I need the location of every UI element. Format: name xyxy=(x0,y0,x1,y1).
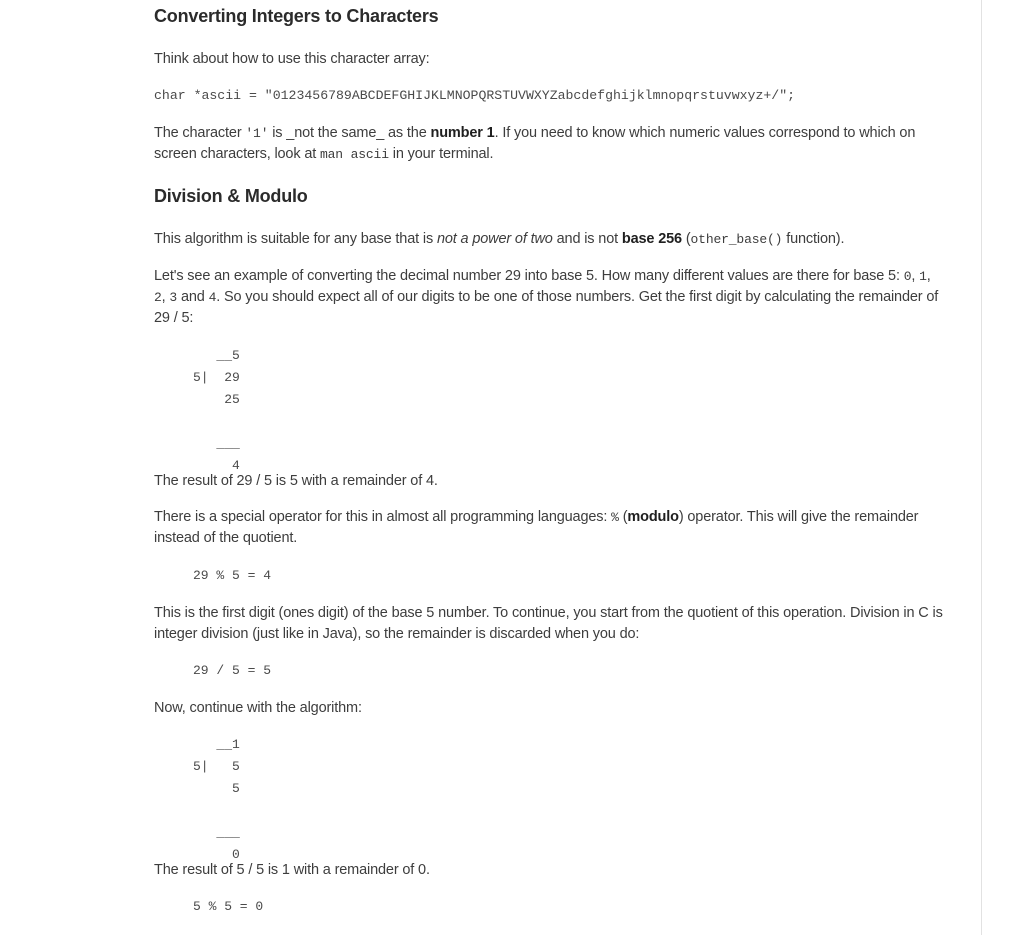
code-29-mod-5: 29 % 5 = 4 xyxy=(193,568,272,583)
long-division-5-by-5: __1 5| 5 5 ___ 0 xyxy=(193,737,240,862)
continue-paragraph: Now, continue with the algorithm: xyxy=(154,700,362,716)
code-5-mod-5: 5 % 5 = 0 xyxy=(193,899,264,914)
section-title-division: Division & Modulo xyxy=(154,186,308,206)
character-note-paragraph: The character '1' is _not the same_ as the number 1. If you need to know which numeric values correspond to which on screen characters, look at man ascii in your terminal. xyxy=(154,125,916,162)
long-division-29-by-5: __5 5| 29 25 ___ 4 xyxy=(193,348,240,473)
result-5-div-5: The result of 5 / 5 is 1 with a remainder of 0. xyxy=(154,862,430,878)
right-border-line xyxy=(981,0,982,935)
intro-paragraph: Think about how to use this character array: xyxy=(154,51,430,67)
first-digit-paragraph: This is the first digit (ones digit) of the base 5 number. To continue, you start from the quotient of this operation. Division in C is integer division (just like in Java), so the remainder is discarded when you do: xyxy=(154,605,943,642)
code-29-div-5: 29 / 5 = 5 xyxy=(193,663,272,678)
algorithm-paragraph: This algorithm is suitable for any base that is not a power of two and is not base 256 (other_base() function). xyxy=(154,231,845,247)
ascii-array-code: char *ascii = "0123456789ABCDEFGHIJKLMNOPQRSTUVWXYZabcdefghijklmnopqrstuvwxyz+/"; xyxy=(154,88,796,103)
result-29-div-5: The result of 29 / 5 is 5 with a remainder of 4. xyxy=(154,473,438,489)
section-title-converting: Converting Integers to Characters xyxy=(154,6,439,26)
modulo-operator-paragraph: There is a special operator for this in almost all programming languages: % (modulo) operator. This will give the remainder instead of the quotient. xyxy=(154,509,919,546)
example-paragraph: Let's see an example of converting the decimal number 29 into base 5. How many different values are there for base 5: 0, 1, 2, 3 and 4. So you should expect all of our digits to be one of those numbers. Get the first digit by calculating the remainder of 29 / 5: xyxy=(154,268,939,326)
